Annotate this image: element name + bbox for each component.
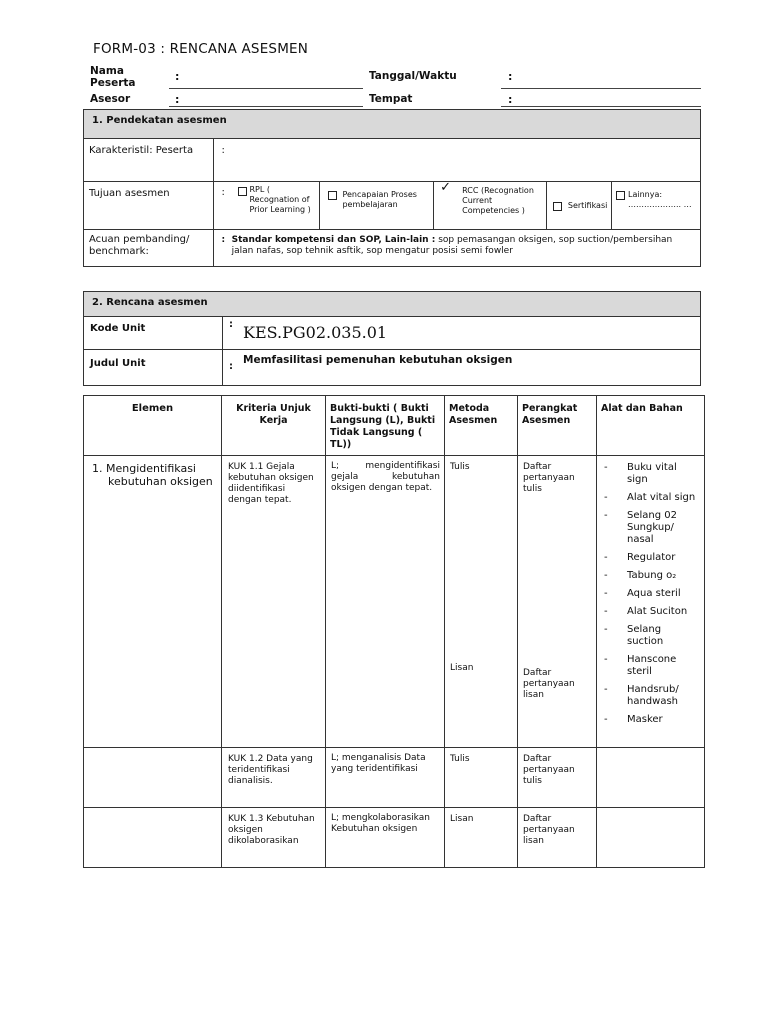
lainnya-checkbox[interactable] bbox=[616, 191, 625, 200]
acuan-value bbox=[214, 230, 701, 267]
tool-item: - Regulator bbox=[601, 552, 700, 564]
nama-colon: : bbox=[175, 70, 180, 83]
element-1-label: 1. Mengidentifikasi kebutuhan oksigen bbox=[92, 462, 213, 488]
sertifikasi-checkbox[interactable] bbox=[553, 202, 562, 211]
tanggal-waktu-label: Tanggal/Waktu bbox=[369, 70, 457, 82]
metoda-1-2: Tulis bbox=[445, 748, 518, 808]
proses-label: Pencapaian Proses pembelajaran bbox=[342, 190, 417, 209]
section2-table bbox=[83, 291, 701, 386]
kuk-1-1: KUK 1.1 Gejala kebutuhan oksigen diidentifikasi dengan tepat. bbox=[222, 456, 326, 748]
karakteristik-value[interactable] bbox=[214, 139, 701, 182]
option-rpl[interactable] bbox=[214, 182, 320, 230]
tool-item: - Handsrub/ handwash bbox=[601, 684, 700, 708]
asesor-field[interactable] bbox=[169, 106, 363, 107]
metoda-1-1 bbox=[445, 456, 518, 748]
form-title: FORM-03 : RENCANA ASESMEN bbox=[93, 41, 309, 57]
kode-unit-value: KES.PG02.035.01 bbox=[243, 323, 388, 342]
perangkat-1-3: Daftar pertanyaan lisan bbox=[518, 808, 597, 868]
tujuan-colon: : bbox=[221, 187, 225, 198]
judul-unit-label: Judul Unit bbox=[84, 350, 223, 386]
option-lainnya[interactable] bbox=[612, 182, 701, 230]
alat-empty bbox=[597, 808, 705, 868]
section2-title: 2. Rencana asesmen bbox=[84, 292, 701, 317]
metoda-1-3: Lisan bbox=[445, 808, 518, 868]
tool-item: - Selang 02 Sungkup/ nasal bbox=[601, 510, 700, 546]
tanggal-colon: : bbox=[508, 70, 513, 83]
acuan-text: sop pemasangan oksigen, sop suction/pembersihan jalan nafas, sop tehnik asftik, sop mengatur posisi semi fowler bbox=[231, 235, 673, 256]
tool-item: - Hanscone steril bbox=[601, 654, 700, 678]
metoda-1-1-tulis: Tulis bbox=[450, 462, 470, 472]
option-proses[interactable] bbox=[320, 182, 434, 230]
kuk-1-3: KUK 1.3 Kebutuhan oksigen dikolaborasikan bbox=[222, 808, 326, 868]
tempat-field[interactable] bbox=[501, 106, 701, 107]
rcc-check-icon[interactable]: ✓ bbox=[440, 180, 452, 195]
option-rcc[interactable] bbox=[434, 182, 547, 230]
tempat-label: Tempat bbox=[369, 93, 413, 105]
element-empty bbox=[84, 748, 222, 808]
tool-item: - Tabung o₂ bbox=[601, 570, 700, 582]
kode-unit-cell bbox=[223, 317, 701, 350]
kode-unit-label: Kode Unit bbox=[84, 317, 223, 350]
judul-colon: : bbox=[229, 361, 233, 372]
col-metoda: Metoda Asesmen bbox=[445, 396, 518, 456]
karakteristik-colon: : bbox=[221, 145, 225, 156]
lainnya-label: Lainnya: ……………….. … bbox=[628, 190, 692, 209]
karakteristik-label: Karakteristil: Peserta bbox=[84, 139, 214, 182]
perangkat-1-1-lisan: Daftar pertanyaan lisan bbox=[523, 668, 575, 700]
perangkat-1-2: Daftar pertanyaan tulis bbox=[518, 748, 597, 808]
bukti-1-2: L; menganalisis Data yang teridentifikasi bbox=[326, 748, 445, 808]
judul-unit-value: Memfasilitasi pemenuhan kebutuhan oksigen bbox=[243, 354, 513, 366]
assessment-table bbox=[83, 395, 705, 868]
judul-unit-cell bbox=[223, 350, 701, 386]
acuan-colon: : bbox=[221, 235, 226, 245]
rcc-label: RCC (Recognation Current Competencies ) bbox=[462, 186, 534, 215]
tool-item: - Alat Suciton bbox=[601, 606, 700, 618]
asesor-label: Asesor bbox=[90, 93, 131, 105]
perangkat-1-1-tulis: Daftar pertanyaan tulis bbox=[523, 462, 575, 494]
tool-item: - Aqua steril bbox=[601, 588, 700, 600]
kuk-1-2: KUK 1.2 Data yang teridentifikasi dianalisis. bbox=[222, 748, 326, 808]
tujuan-label: Tujuan asesmen bbox=[84, 182, 214, 230]
nama-peserta-field[interactable] bbox=[169, 88, 363, 89]
option-sertifikasi[interactable] bbox=[546, 182, 611, 230]
sertifikasi-label: Sertifikasi bbox=[567, 201, 608, 210]
alat-empty bbox=[597, 748, 705, 808]
tool-item: - Selang suction bbox=[601, 624, 700, 648]
col-bukti: Bukti-bukti ( Bukti Langsung (L), Bukti Tidak Langsung ( TL)) bbox=[326, 396, 445, 456]
col-kriteria: Kriteria Unjuk Kerja bbox=[222, 396, 326, 456]
col-perangkat: Perangkat Asesmen bbox=[518, 396, 597, 456]
nama-peserta-label: Nama Peserta bbox=[90, 65, 136, 89]
asesor-colon: : bbox=[175, 93, 180, 106]
section1-title: 1. Pendekatan asesmen bbox=[84, 110, 701, 139]
col-elemen: Elemen bbox=[84, 396, 222, 456]
element-1 bbox=[84, 456, 222, 748]
bukti-1-1: L; mengidentifikasi gejala kebutuhan oksigen dengan tepat. bbox=[326, 456, 445, 748]
alat-bahan-cell bbox=[597, 456, 705, 748]
acuan-bold: Standar kompetensi dan SOP, Lain-lain : bbox=[231, 235, 436, 245]
element-empty bbox=[84, 808, 222, 868]
perangkat-1-1 bbox=[518, 456, 597, 748]
rpl-label: RPL ( Recognation of Prior Learning ) bbox=[249, 185, 311, 214]
metoda-1-1-lisan: Lisan bbox=[450, 663, 474, 673]
col-alat: Alat dan Bahan bbox=[597, 396, 705, 456]
section1-table bbox=[83, 109, 701, 267]
tempat-colon: : bbox=[508, 93, 513, 106]
rpl-checkbox[interactable] bbox=[238, 187, 247, 196]
tools-list bbox=[601, 462, 700, 726]
tool-item: - Alat vital sign bbox=[601, 492, 700, 504]
kode-colon: : bbox=[229, 319, 233, 330]
acuan-label: Acuan pembanding/ benchmark: bbox=[84, 230, 214, 267]
bukti-1-3: L; mengkolaborasikan Kebutuhan oksigen bbox=[326, 808, 445, 868]
tanggal-waktu-field[interactable] bbox=[501, 88, 701, 89]
proses-checkbox[interactable] bbox=[328, 191, 337, 200]
tool-item: - Buku vital sign bbox=[601, 462, 700, 486]
tool-item: - Masker bbox=[601, 714, 700, 726]
